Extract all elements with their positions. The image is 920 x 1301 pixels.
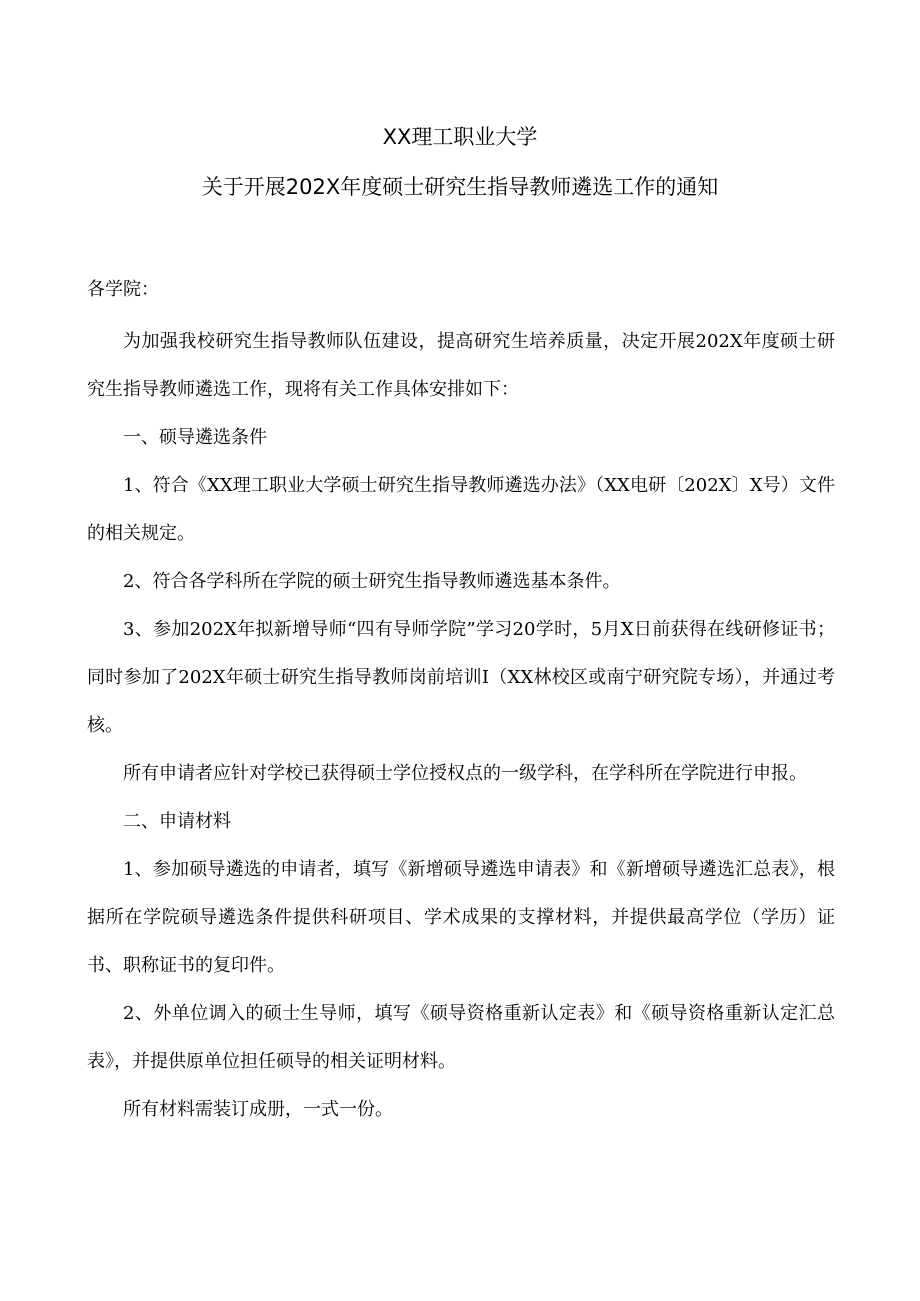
- paragraph-condition-3: 3、参加202X年拟新增导师“四有导师学院”学习20学时，5月X日前获得在线研修证书；同时参加了202X年硕士研究生指导教师岗前培训I（XX林校区或南宁研究院专场），并通过考核。: [87, 619, 835, 736]
- document-body: [87, 266, 835, 1134]
- section-heading-conditions: 一、硕导遴选条件: [123, 427, 267, 448]
- paragraph-binding-note: 所有材料需装订成册，一式一份。: [123, 1099, 393, 1120]
- paragraph-intro: 为加强我校研究生指导教师队伍建设，提高研究生培养质量，决定开展202X年度硕士研究生指导教师遴选工作，现将有关工作具体安排如下：: [87, 331, 835, 400]
- paragraph-material-2: 2、外单位调入的硕士生导师，填写《硕导资格重新认定表》和《硕导资格重新认定汇总表》，并提供原单位担任硕导的相关证明材料。: [87, 1003, 835, 1072]
- paragraph-material-1: 1、参加硕导遴选的申请者，填写《新增硕导遴选申请表》和《新增硕导遴选汇总表》，根据所在学院硕导遴选条件提供科研项目、学术成果的支撑材料，并提供最高学位（学历）证书、职称证书的复印件。: [87, 859, 835, 976]
- paragraph-application-scope: 所有申请者应针对学校已获得硕士学位授权点的一级学科，在学科所在学院进行申报。: [123, 763, 807, 784]
- salutation: 各学院：: [87, 279, 159, 300]
- university-name: XX理工职业大学: [382, 125, 538, 149]
- section-heading-materials: 二、申请材料: [123, 811, 231, 832]
- paragraph-condition-1: 1、符合《XX理工职业大学硕士研究生指导教师遴选办法》（XX电研〔202X〕X号）文件的相关规定。: [87, 475, 835, 544]
- paragraph-condition-2: 2、符合各学科所在学院的硕士研究生指导教师遴选基本条件。: [123, 571, 621, 592]
- notice-title: 关于开展202X年度硕士研究生指导教师遴选工作的通知: [201, 175, 719, 199]
